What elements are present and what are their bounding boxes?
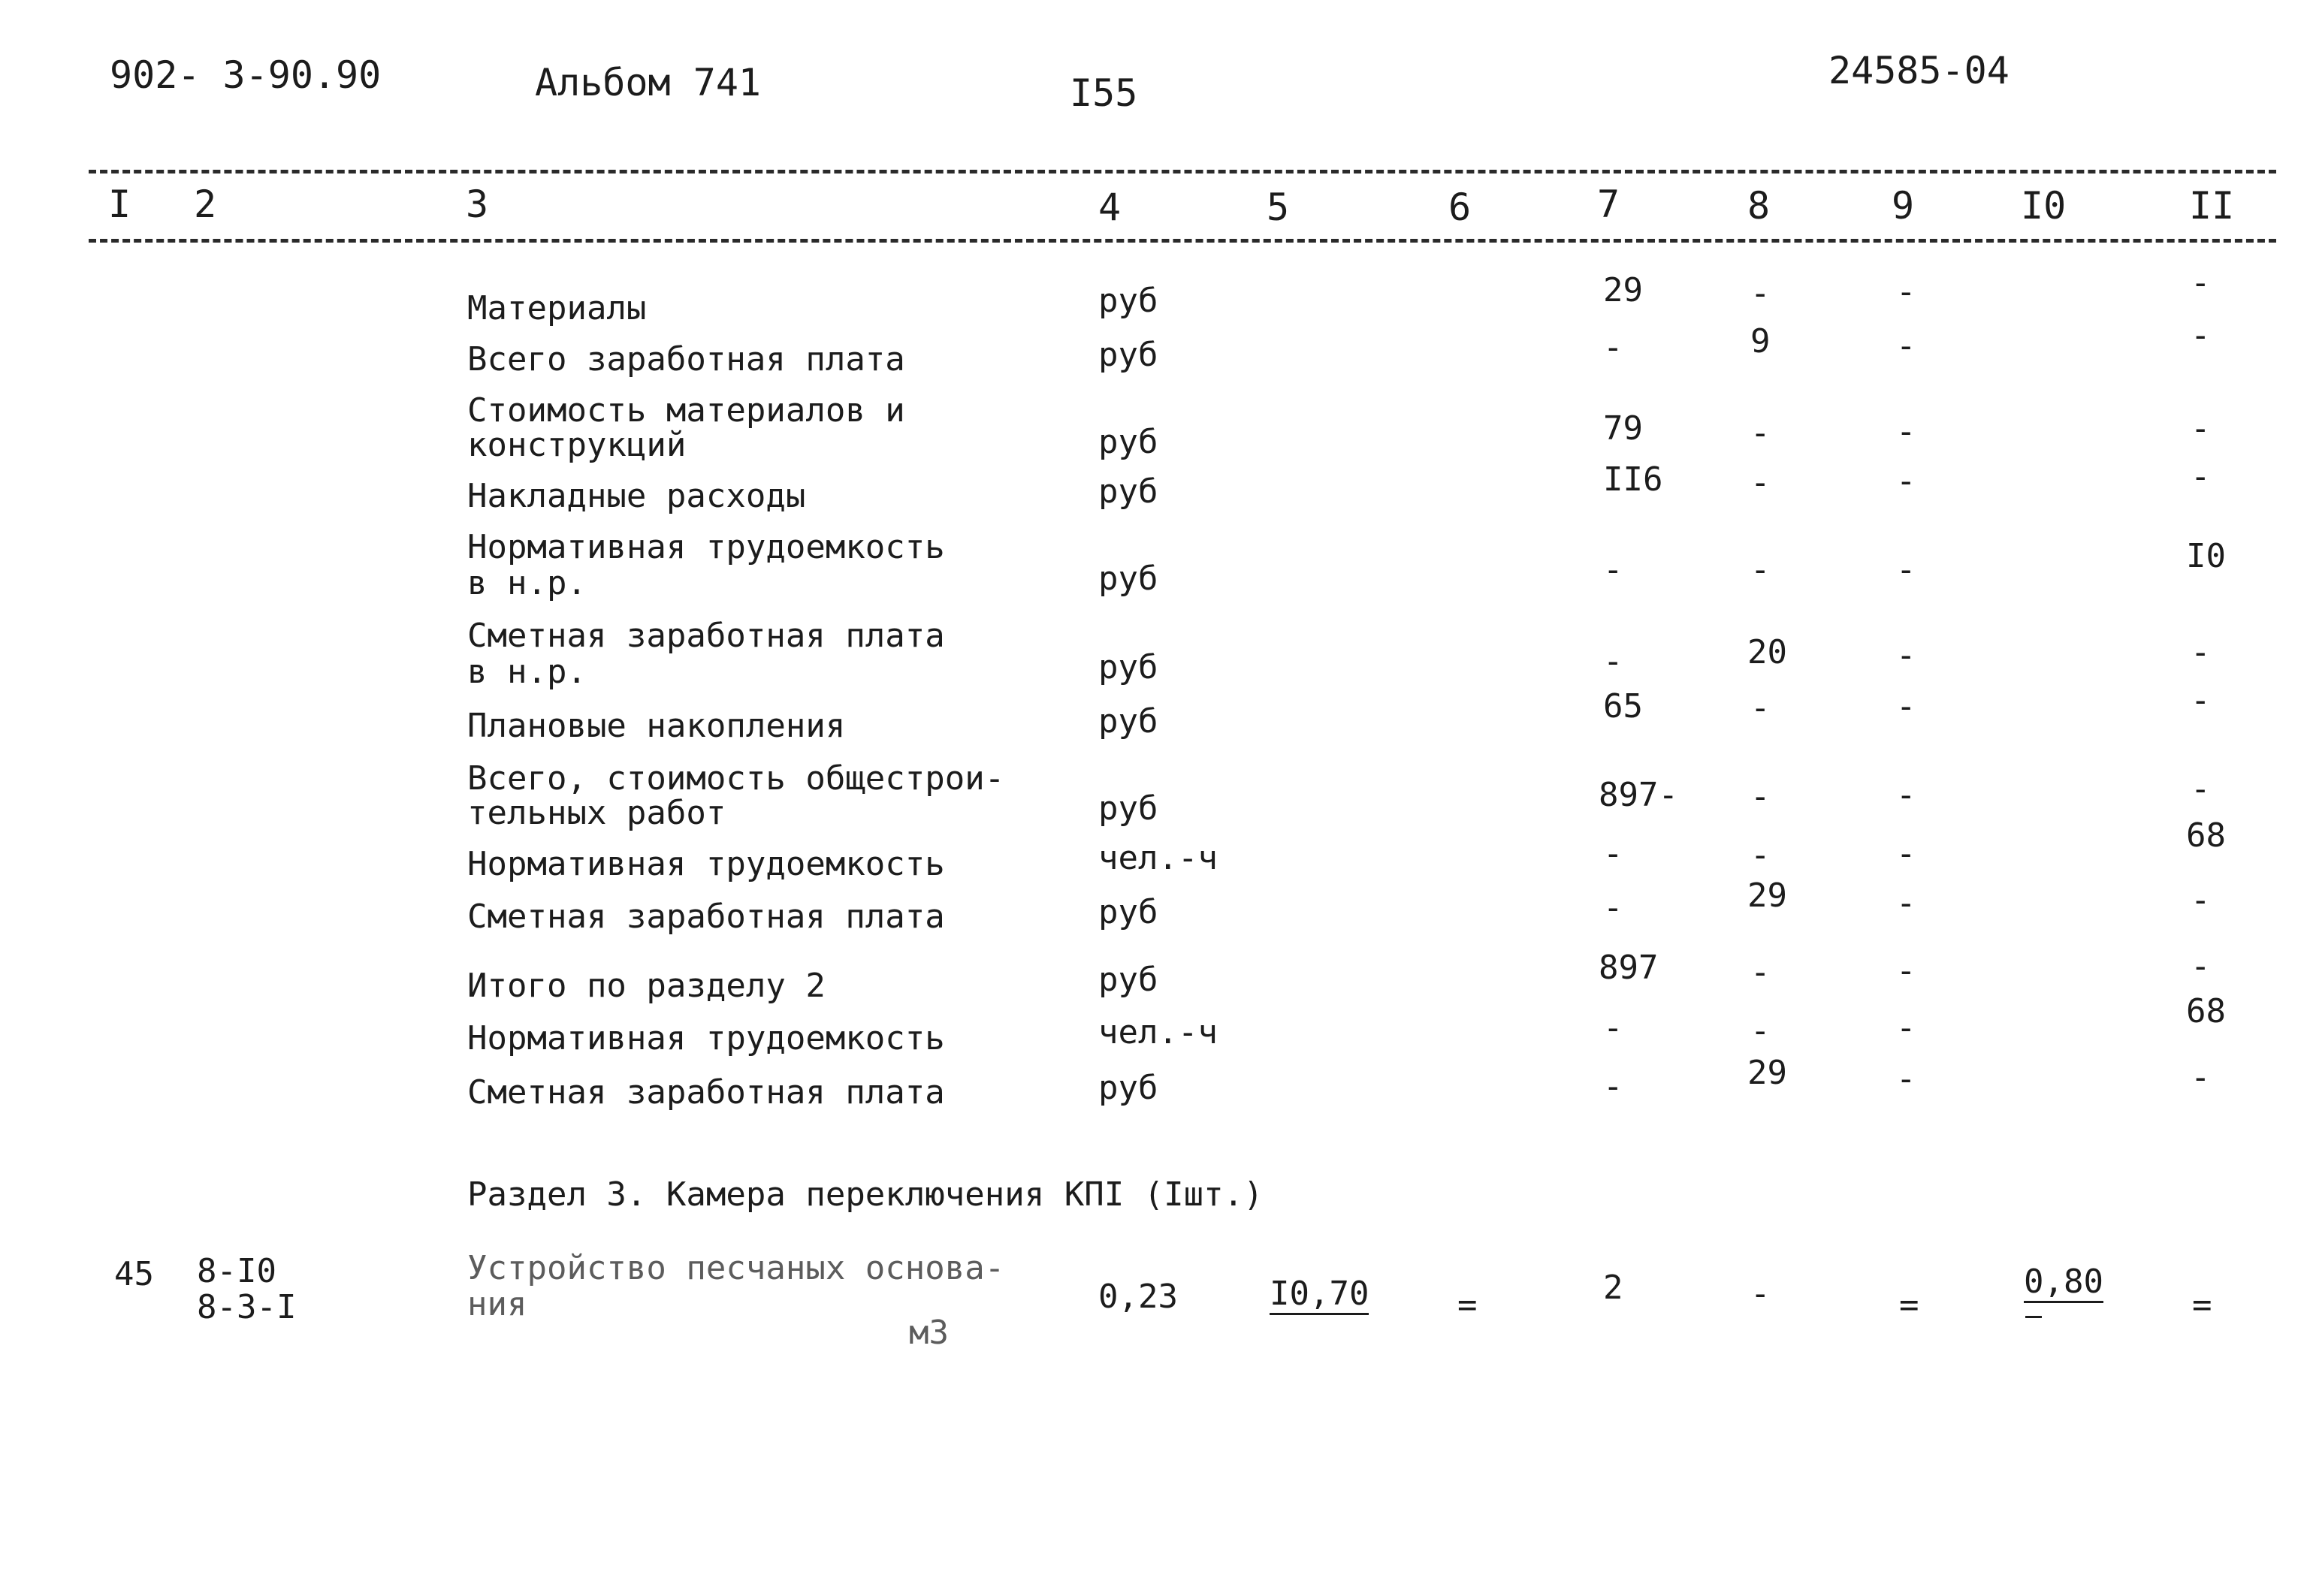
row-unit: руб xyxy=(1098,282,1158,320)
row-name: Сметная заработная плата xyxy=(467,617,945,655)
row-name: Материалы xyxy=(467,289,647,327)
row-unit: руб xyxy=(1098,961,1158,999)
column-header: I0 xyxy=(2021,184,2067,228)
row-name: Итого по разделу 2 xyxy=(467,967,826,1005)
row-col11: - xyxy=(2191,881,2211,919)
item-col5-sub xyxy=(1273,1313,1289,1315)
row-name-cont: конструкций xyxy=(467,426,687,464)
row-col7: 65 xyxy=(1603,687,1643,726)
row-col11: - xyxy=(2191,681,2211,720)
item-col8: - xyxy=(1750,1275,1771,1313)
row-col8: - xyxy=(1750,777,1771,816)
column-header: 2 xyxy=(194,183,217,226)
document-code: 902- 3-90.90 xyxy=(110,53,382,97)
row-col7: - xyxy=(1603,642,1623,680)
row-name-cont: в н.р. xyxy=(467,653,587,691)
item-code: 8-3-I xyxy=(197,1288,297,1326)
column-header: 3 xyxy=(466,183,489,226)
item-col11: = xyxy=(2192,1286,2212,1324)
row-col9: - xyxy=(1896,687,1916,726)
column-header: 4 xyxy=(1098,186,1122,229)
row-unit: руб xyxy=(1098,789,1158,828)
item-col6: = xyxy=(1457,1286,1478,1324)
row-name: Сметная заработная плата xyxy=(467,1073,945,1112)
row-col9: - xyxy=(1896,462,1916,500)
column-header: 9 xyxy=(1892,184,1915,228)
row-col9: - xyxy=(1896,551,1916,589)
column-header: I xyxy=(108,183,131,226)
row-col9: - xyxy=(1896,273,1916,311)
row-col7: 79 xyxy=(1603,409,1643,448)
row-col9: - xyxy=(1896,1009,1916,1047)
row-unit: руб xyxy=(1098,648,1158,686)
row-col11: - xyxy=(2191,633,2211,671)
row-name: Стоимость материалов и xyxy=(467,391,905,430)
row-col7: - xyxy=(1603,834,1623,873)
item-unit: м3 xyxy=(909,1314,949,1352)
row-col7: 897 xyxy=(1599,949,1659,987)
item-col9: = xyxy=(1899,1286,1919,1324)
item-name-cont: ния xyxy=(467,1285,527,1323)
row-col8: - xyxy=(1750,274,1771,312)
row-col11: - xyxy=(2191,316,2211,354)
item-code: 8-I0 xyxy=(197,1252,276,1290)
row-name: Сметная заработная плата xyxy=(467,898,945,936)
row-col7: - xyxy=(1603,1009,1623,1047)
row-col9: - xyxy=(1896,834,1916,873)
row-col8: - xyxy=(1750,689,1771,727)
row-col7: - xyxy=(1603,328,1623,367)
row-unit: чел.-ч xyxy=(1098,1013,1218,1051)
row-col8: 9 xyxy=(1750,322,1771,361)
row-name: Нормативная трудоемкость xyxy=(467,528,945,566)
row-col8: - xyxy=(1750,551,1771,589)
column-header: II xyxy=(2189,184,2235,228)
item-col7: 2 xyxy=(1603,1269,1623,1307)
row-col11: 68 xyxy=(2186,816,2226,855)
row-col8: 29 xyxy=(1747,1054,1787,1092)
row-unit: чел.-ч xyxy=(1098,839,1218,877)
row-col9: - xyxy=(1896,412,1916,451)
page-number: I55 xyxy=(1070,71,1138,115)
row-col11: - xyxy=(2191,264,2211,302)
item-col10: 0,80 xyxy=(2024,1265,2103,1303)
row-name: Всего, стоимость общестрои- xyxy=(467,759,1005,798)
item-quantity: 0,23 xyxy=(1098,1278,1178,1316)
row-col9: - xyxy=(1896,884,1916,922)
album-label: Альбом 741 xyxy=(535,61,762,104)
row-unit: руб xyxy=(1098,1069,1158,1107)
row-col9: - xyxy=(1896,636,1916,674)
row-col7: 29 xyxy=(1603,271,1643,309)
row-col9: - xyxy=(1896,952,1916,990)
item-number: 45 xyxy=(114,1255,154,1293)
row-col11: I0 xyxy=(2186,537,2226,575)
row-col9: - xyxy=(1896,327,1916,365)
row-col7: - xyxy=(1603,551,1623,589)
row-col7: 897- xyxy=(1599,776,1678,814)
row-col8: - xyxy=(1750,953,1771,991)
inventory-number: 24585-04 xyxy=(1828,49,2010,92)
header-top-rule xyxy=(89,170,2276,173)
row-col9: - xyxy=(1896,776,1916,814)
row-col9: - xyxy=(1896,1060,1916,1098)
row-unit: руб xyxy=(1098,702,1158,741)
row-name: Нормативная трудоемкость xyxy=(467,845,945,883)
column-header: 7 xyxy=(1597,183,1620,226)
row-col8: 20 xyxy=(1747,633,1787,671)
section-title: Раздел 3. Камера переключения КПI (Iшт.) xyxy=(467,1175,1264,1214)
row-col8: - xyxy=(1750,463,1771,502)
column-header: 6 xyxy=(1448,186,1472,229)
row-col7: II6 xyxy=(1603,460,1663,499)
column-header: 8 xyxy=(1747,184,1771,228)
row-col7: - xyxy=(1603,1067,1623,1106)
row-col8: - xyxy=(1750,414,1771,452)
row-name: Накладные расходы xyxy=(467,477,806,515)
row-name: Всего заработная плата xyxy=(467,340,905,379)
item-name: Устройство песчаных основа- xyxy=(467,1249,1005,1287)
row-col8: - xyxy=(1750,1012,1771,1050)
row-unit: руб xyxy=(1098,560,1158,598)
item-col10-sub xyxy=(2025,1316,2042,1318)
row-col11: 68 xyxy=(2186,992,2226,1030)
row-col8: - xyxy=(1750,836,1771,874)
row-col11: - xyxy=(2191,409,2211,448)
row-unit: руб xyxy=(1098,423,1158,461)
header-bottom-rule xyxy=(89,239,2276,243)
row-unit: руб xyxy=(1098,336,1158,374)
row-name: Плановые накопления xyxy=(467,707,846,745)
row-name: Нормативная трудоемкость xyxy=(467,1019,945,1057)
row-col11: - xyxy=(2191,770,2211,808)
row-col11: - xyxy=(2191,947,2211,985)
row-col7: - xyxy=(1603,889,1623,927)
row-col11: - xyxy=(2191,1058,2211,1097)
row-col8: 29 xyxy=(1747,876,1787,915)
row-unit: руб xyxy=(1098,472,1158,511)
column-header: 5 xyxy=(1267,186,1290,229)
item-col5: I0,70 xyxy=(1270,1277,1369,1315)
row-col11: - xyxy=(2191,457,2211,496)
row-unit: руб xyxy=(1098,893,1158,931)
row-name-cont: в н.р. xyxy=(467,564,587,602)
row-name-cont: тельных работ xyxy=(467,794,726,832)
